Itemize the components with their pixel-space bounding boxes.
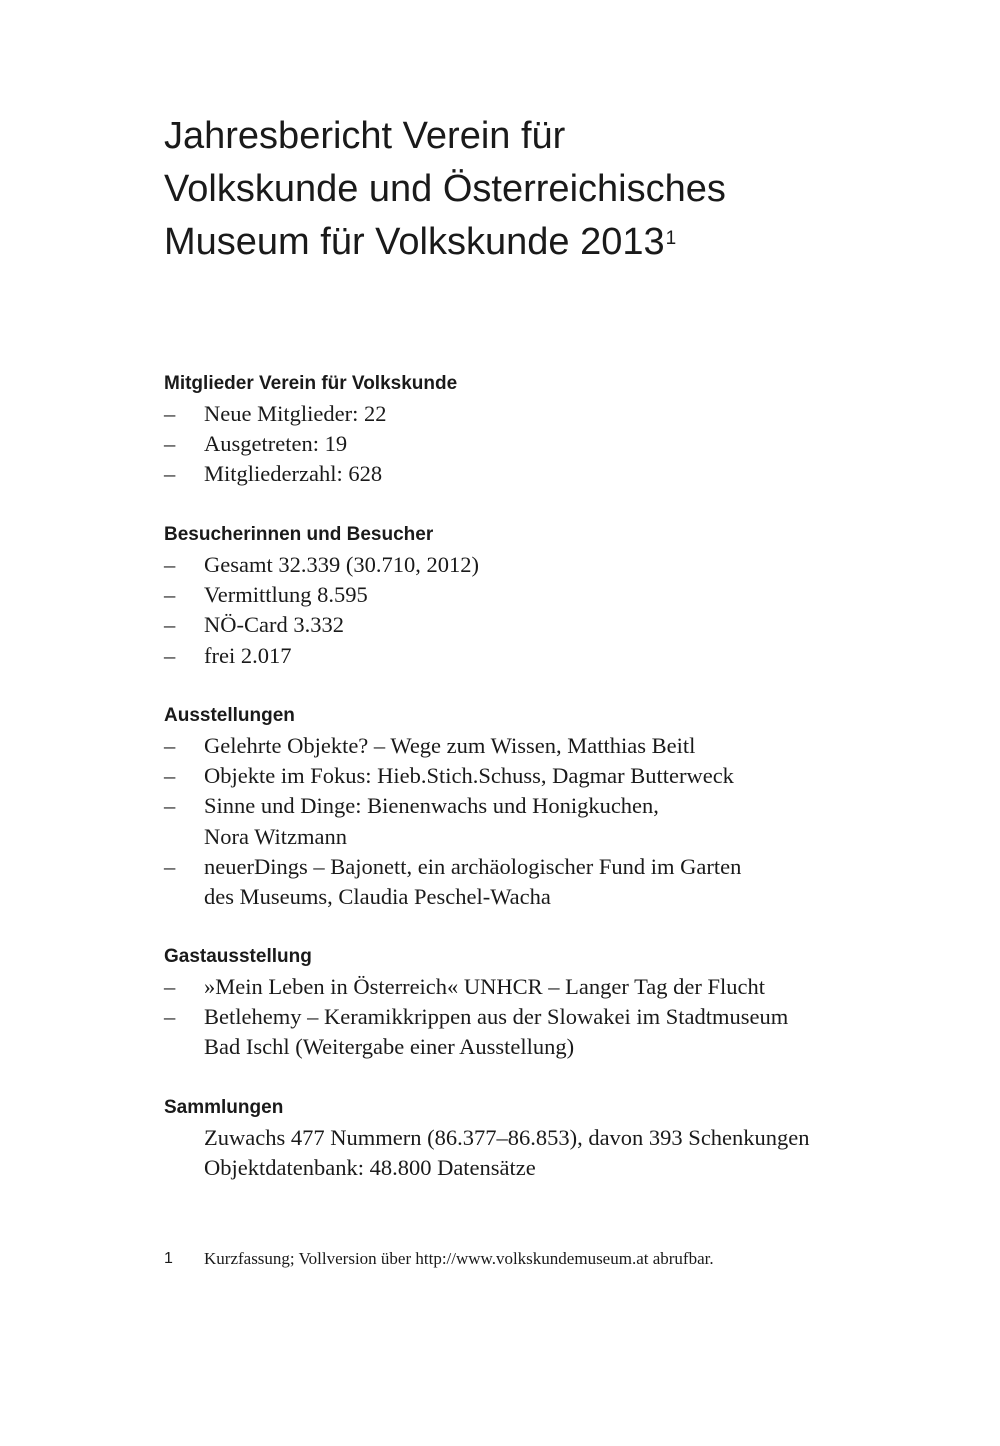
dash-bullet: –: [164, 612, 176, 638]
list-item: [164, 852, 884, 912]
list-item-text: Ausgetreten: 19: [204, 431, 348, 457]
dash-bullet: –: [164, 1004, 176, 1030]
dash-bullet: –: [164, 793, 176, 819]
dash-bullet: –: [164, 431, 176, 457]
section-visitors: [164, 520, 884, 671]
dash-bullet: –: [164, 642, 176, 668]
list-item-text: neuerDings – Bajonett, ein archäologischer Fund im Garten: [204, 853, 742, 879]
list-item-text: des Museums, Claudia Peschel-Wacha: [204, 884, 551, 910]
list-item: [164, 731, 884, 761]
footnote: [164, 1246, 884, 1272]
section-exhibitions: [164, 701, 884, 912]
list-item: [164, 641, 884, 671]
bullet-list: [164, 972, 884, 1063]
dash-bullet: –: [164, 733, 176, 758]
section-heading: Besucherinnen und Besucher: [164, 524, 434, 545]
page-title: [164, 110, 924, 269]
section-heading: Sammlungen: [164, 1097, 284, 1118]
footnote-reference[interactable]: 1: [665, 228, 677, 249]
bullet-list: [164, 399, 884, 490]
section-members: [164, 369, 884, 490]
paragraph-line: Objektdatenbank: 48.800 Datensätze: [204, 1155, 536, 1181]
list-item: [164, 972, 884, 1002]
list-item: [164, 429, 884, 459]
list-item: [164, 791, 884, 851]
bullet-list: [164, 731, 884, 912]
dash-bullet: –: [164, 974, 176, 999]
title-line: Volkskunde und Österreichisches: [164, 168, 726, 210]
footnote-text: Kurzfassung; Vollversion über http://www.volkskundemuseum.at abrufbar.: [204, 1249, 714, 1268]
section-guest-exhibition: [164, 942, 884, 1063]
list-item: [164, 459, 884, 489]
list-item: [164, 610, 884, 640]
section-collections: [164, 1093, 884, 1183]
dash-bullet: –: [164, 582, 176, 608]
list-item: [164, 580, 884, 610]
list-item: [164, 761, 884, 791]
list-item: [164, 1002, 884, 1062]
list-item-text: Gesamt 32.339 (30.710, 2012): [204, 552, 479, 577]
list-item-text: Mitgliederzahl: 628: [204, 461, 383, 487]
list-item: [164, 550, 884, 580]
title-line: Jahresbericht Verein für: [164, 115, 566, 157]
list-item-text: Objekte im Fokus: Hieb.Stich.Schuss, Dagmar Butterweck: [204, 763, 734, 789]
title-line: [164, 216, 924, 269]
list-item-text: NÖ-Card 3.332: [204, 612, 344, 638]
dash-bullet: –: [164, 763, 176, 789]
paragraph-line: Zuwachs 477 Nummern (86.377–86.853), davon 393 Schenkungen: [204, 1125, 810, 1150]
list-item-text: Bad Ischl (Weitergabe einer Ausstellung): [204, 1034, 575, 1060]
list-item-text: Neue Mitglieder: 22: [204, 401, 387, 426]
title-line-text: Museum für Volkskunde 2013: [164, 221, 665, 263]
list-item-text: Vermittlung 8.595: [204, 582, 368, 608]
footnote-number: 1: [164, 1250, 173, 1267]
dash-bullet: –: [164, 401, 176, 426]
list-item: [164, 399, 884, 429]
dash-bullet: –: [164, 853, 176, 879]
section-heading: Gastausstellung: [164, 946, 312, 967]
list-item-text: frei 2.017: [204, 642, 292, 668]
list-item-text: Betlehemy – Keramikkrippen aus der Slowakei im Stadtmuseum: [204, 1004, 789, 1030]
list-item-text: Nora Witzmann: [204, 823, 348, 849]
section-heading: Ausstellungen: [164, 705, 295, 726]
section-heading: Mitglieder Verein für Volkskunde: [164, 373, 458, 394]
list-item-text: Sinne und Dinge: Bienenwachs und Honigkuchen,: [204, 793, 659, 819]
list-item-text: Gelehrte Objekte? – Wege zum Wissen, Matthias Beitl: [204, 733, 696, 758]
bullet-list: [164, 550, 884, 671]
list-item-text: »Mein Leben in Österreich« UNHCR – Langer Tag der Flucht: [204, 974, 765, 999]
dash-bullet: –: [164, 552, 176, 577]
dash-bullet: –: [164, 461, 176, 487]
